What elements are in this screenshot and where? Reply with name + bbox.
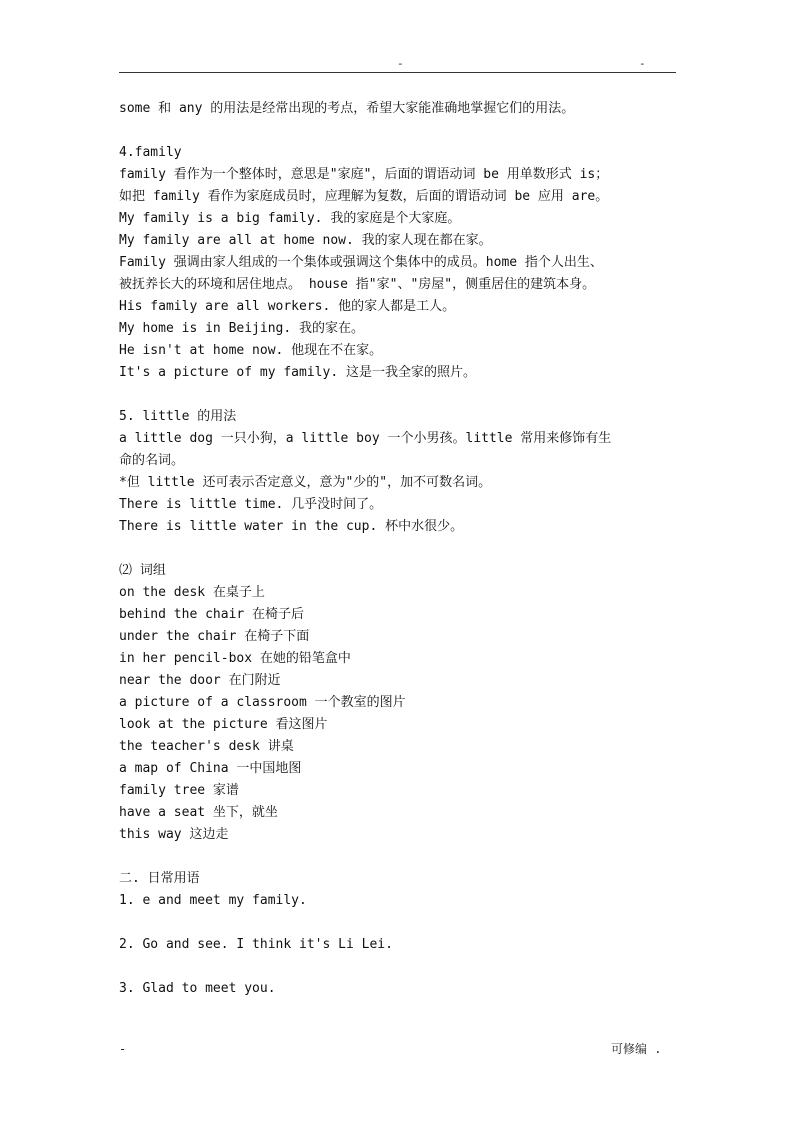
text-line: 3. Glad to meet you.	[119, 981, 276, 996]
header-mark-right: -	[639, 57, 646, 70]
text-line: He isn't at home now. 他现在不在家。	[119, 343, 383, 358]
text-line: 被抚养长大的环境和居住地点。 house 指"家"、"房屋"，侧重居住的建筑本身。	[119, 277, 596, 292]
footer-mark-left: -	[119, 1042, 127, 1056]
footer-label: 可修编 .	[611, 1042, 662, 1056]
text-line: the teacher's desk 讲桌	[119, 739, 294, 754]
section-heading-line: 4.family	[119, 145, 182, 160]
section-heading-line: 二. 日常用语	[119, 871, 200, 886]
section-heading-line: ⑵ 词组	[119, 563, 166, 578]
text-line: My family are all at home now. 我的家人现在都在家。	[119, 233, 492, 248]
document-body	[119, 98, 684, 1000]
text-line: His family are all workers. 他的家人都是工人。	[119, 299, 456, 314]
text-line: have a seat 坐下，就坐	[119, 805, 278, 820]
text-line: near the door 在门附近	[119, 673, 281, 688]
text-line: My home is in Beijing. 我的家在。	[119, 321, 365, 336]
header-mark-left: -	[397, 57, 404, 70]
text-line: family tree 家谱	[119, 783, 239, 798]
text-line: 1. e and meet my family.	[119, 893, 307, 908]
text-line: There is little water in the cup. 杯中水很少。	[119, 519, 464, 534]
text-line: Family 强调由家人组成的一个集体或强调这个集体中的成员。home 指个人出生、	[119, 255, 603, 270]
text-line: 如把 family 看作为家庭成员时，应理解为复数，后面的谓语动词 be 应用 are。	[119, 189, 609, 204]
text-line: family 看作为一个整体时，意思是"家庭"，后面的谓语动词 be 用单数形式 is；	[119, 167, 609, 182]
paragraph-gap	[119, 538, 684, 560]
text-line: some 和 any 的用法是经常出现的考点，希望大家能准确地掌握它们的用法。	[119, 101, 575, 116]
text-line: on the desk 在桌子上	[119, 585, 265, 600]
text-line: a picture of a classroom 一个教室的图片	[119, 695, 406, 710]
paragraph-gap	[119, 912, 684, 934]
section-heading-line: 5. little 的用法	[119, 409, 237, 424]
text-line: behind the chair 在椅子后	[119, 607, 305, 622]
paragraph-gap	[119, 120, 684, 142]
text-line: My family is a big family. 我的家庭是个大家庭。	[119, 211, 461, 226]
paragraph-gap	[119, 956, 684, 978]
text-line: this way 这边走	[119, 827, 229, 842]
text-line: There is little time. 几乎没时间了。	[119, 497, 383, 512]
paragraph-gap	[119, 846, 684, 868]
paragraph-gap	[119, 384, 684, 406]
text-line: 2. Go and see. I think it's Li Lei.	[119, 937, 393, 952]
text-line: 命的名词。	[119, 453, 185, 468]
text-line: a little dog 一只小狗，a little boy 一个小男孩。little 常用来修饰有生	[119, 431, 612, 446]
text-line: It's a picture of my family. 这是一我全家的照片。	[119, 365, 476, 380]
text-line: a map of China 一中国地图	[119, 761, 302, 776]
text-line: under the chair 在椅子下面	[119, 629, 310, 644]
text-line: *但 little 还可表示否定意义，意为"少的"，加不可数名词。	[119, 475, 492, 490]
header-rule	[119, 72, 676, 73]
text-line: in her pencil-box 在她的铅笔盒中	[119, 651, 351, 666]
text-line: look at the picture 看这图片	[119, 717, 328, 732]
